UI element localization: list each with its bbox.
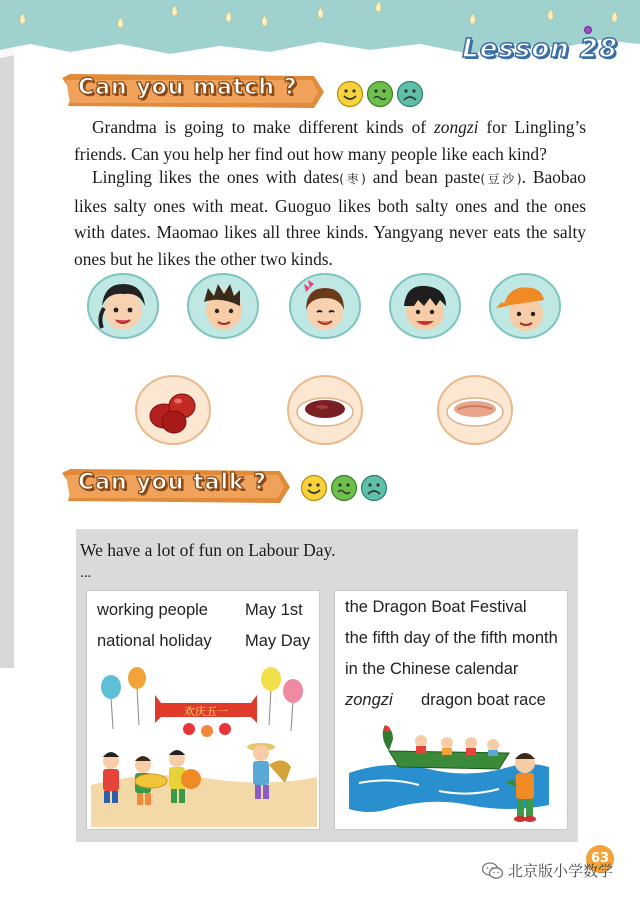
labour-day-card [86,590,320,830]
difficulty-faces [336,80,424,108]
lesson-title: Lesson 28 [462,34,618,64]
kid-avatar-guoguo [288,272,362,340]
page-margin [0,0,14,668]
food-bean-paste-icon [286,374,364,446]
para1-zongzi: zongzi [433,117,479,137]
page-number: 63 [586,845,614,873]
para2-bean-cn: (豆沙) [480,172,522,186]
food-meat-icon [436,374,514,446]
watermark-text: 北京版小学数学 [508,862,614,880]
banner-text: 欢庆五一 [184,705,228,718]
para2-dates-cn: (枣) [339,172,366,186]
paragraph-intro [74,114,586,167]
kid-avatar-baobao [186,272,260,340]
labour-day-illustration [91,665,317,827]
vocab-zongzi: zongzi [345,691,393,709]
kid-avatar-maomao [388,272,462,340]
top-banner [0,0,640,64]
dragon-boat-illustration [339,713,565,829]
vocab-working-people: working people [97,601,208,619]
sad-face-icon [360,474,388,502]
section-title-match: Can you match ? [78,75,298,100]
vocab-chinese-calendar: in the Chinese calendar [345,660,519,678]
wechat-icon [482,862,504,880]
smile-face-icon [336,80,364,108]
para1-text-c: for Lingling’s friends. Can you help her find out how many people like each kind? [74,117,586,164]
vocab-may-day: May Day [245,632,311,650]
para1-text-a: Grandma is going to make different kinds of [92,117,434,137]
vocab-fifth-day: the fifth day of the fifth month [345,629,558,647]
sad-face-icon [396,80,424,108]
neutral-face-icon [330,474,358,502]
vocab-may-1st: May 1st [245,601,303,619]
difficulty-faces [300,474,388,502]
para2-text-a: Lingling likes the ones with dates [92,167,340,187]
talk-intro: We have a lot of fun on Labour Day. [80,540,336,560]
vocab-national-holiday: national holiday [97,632,212,650]
vocab-dragon-boat-festival: the Dragon Boat Festival [345,598,527,616]
section-header-match [62,72,324,110]
dragon-boat-card [334,590,568,830]
vocab-dragon-boat-race: dragon boat race [421,691,546,709]
smile-face-icon [300,474,328,502]
section-title-talk: Can you talk ? [78,470,268,495]
watermark [482,860,613,881]
para2-text-e: . Baobao likes salty ones with meat. Guoguo likes both salty ones and the ones with dates. Maomao likes all three kinds. Yangyang never eats the salty ones but he likes the other two kinds. [74,167,586,269]
food-dates-icon [134,374,212,446]
lesson-dot-icon [584,26,592,34]
kid-avatar-yangyang [488,272,562,340]
kid-avatar-lingling [86,272,160,340]
neutral-face-icon [366,80,394,108]
paragraph-clues [74,164,586,272]
para2-text-c: and bean paste [365,167,481,187]
talk-ellipsis: ... [80,565,92,581]
